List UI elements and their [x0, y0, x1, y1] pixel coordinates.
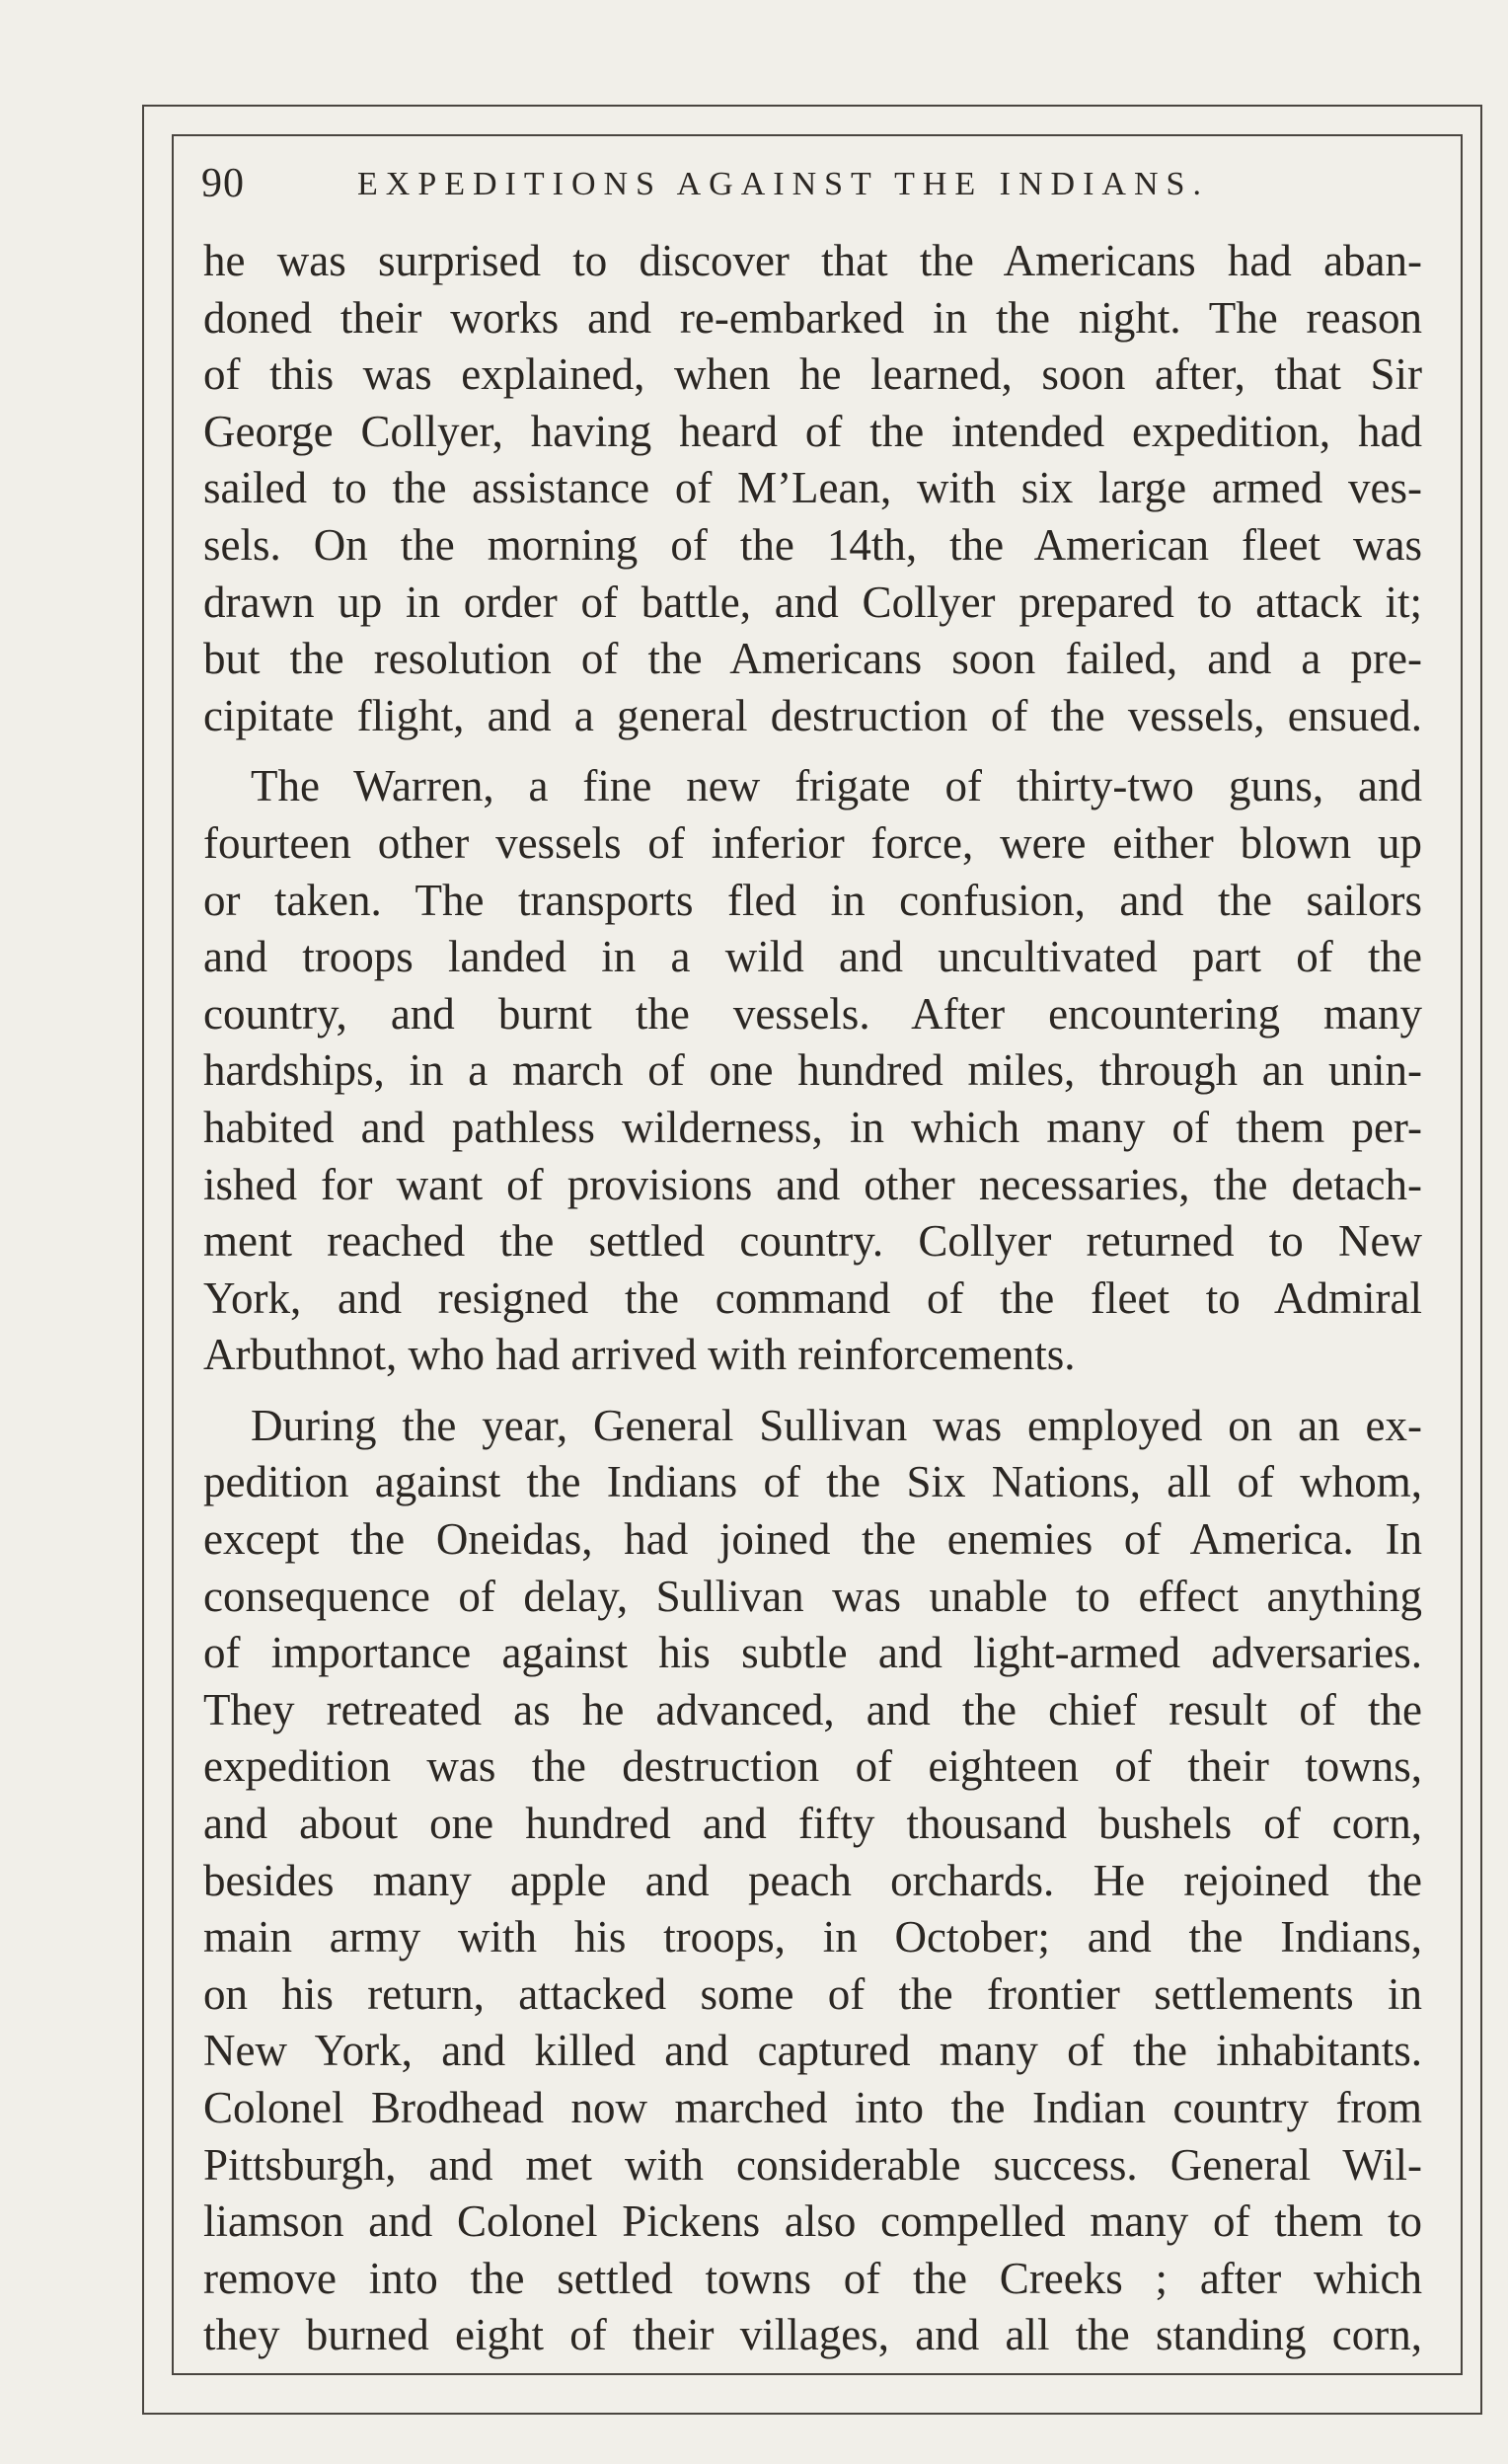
text-line: pedition against the Indians of the Six Nations, all of whom, — [203, 1457, 1422, 1507]
paragraph-3 — [203, 1398, 1422, 2364]
text-line: York, and resigned the command of the fleet to Admiral — [203, 1272, 1422, 1323]
text-line: ished for want of provisions and other necessaries, the detach- — [203, 1159, 1422, 1209]
text-line: liamson and Colonel Pickens also compelled many of them to — [203, 2196, 1422, 2247]
text-line: expedition was the destruction of eighteen of their towns, — [203, 1741, 1422, 1792]
page-number: 90 — [201, 161, 245, 206]
page-header — [201, 160, 1445, 205]
text-line: During the year, General Sullivan was employed on an ex- — [251, 1400, 1422, 1450]
text-line: and about one hundred and fifty thousand bushels of corn, — [203, 1799, 1422, 1849]
text-line: besides many apple and peach orchards. He rejoined the — [203, 1855, 1422, 1905]
text-line: They retreated as he advanced, and the chief result of the — [203, 1684, 1422, 1734]
text-line: habited and pathless wilderness, in which many of them per- — [203, 1102, 1422, 1152]
text-line: they burned eight of their villages, and all the standing corn, — [203, 2310, 1422, 2360]
text-line: New York, and killed and captured many of the inhabitants. — [203, 2026, 1422, 2076]
text-line: of importance against his subtle and light-armed adversaries. — [203, 1628, 1422, 1678]
text-line: fourteen other vessels of inferior force, were either blown up — [203, 817, 1422, 868]
text-line: sels. On the morning of the 14th, the American fleet was — [203, 519, 1422, 570]
text-line: hardships, in a march of one hundred miles, through an unin- — [203, 1045, 1422, 1096]
text-line: remove into the settled towns of the Creeks ; after which — [203, 2253, 1422, 2303]
paragraph-2 — [203, 758, 1422, 1384]
text-line: and troops landed in a wild and uncultivated part of the — [203, 932, 1422, 982]
paragraph-gap — [203, 744, 1422, 758]
text-line: sailed to the assistance of M’Lean, with six large armed ves- — [203, 463, 1422, 513]
text-line: George Collyer, having heard of the intended expedition, had — [203, 406, 1422, 456]
text-line: Arbuthnot, who had arrived with reinforcements. — [203, 1330, 1076, 1380]
text-line: but the resolution of the Americans soon failed, and a pre- — [203, 634, 1422, 684]
text-line: except the Oneidas, had joined the enemies of America. In — [203, 1514, 1422, 1565]
text-line: of this was explained, when he learned, soon after, that Sir — [203, 349, 1422, 400]
text-line: or taken. The transports fled in confusion, and the sailors — [203, 875, 1422, 925]
text-line: cipitate flight, and a general destruction of the vessels, ensued. — [203, 690, 1422, 740]
text-line: ment reached the settled country. Collyer returned to New — [203, 1216, 1422, 1267]
paragraph-gap — [203, 1384, 1422, 1398]
text-line: Colonel Brodhead now marched into the Indian country from — [203, 2083, 1422, 2132]
paragraph-1 — [203, 233, 1422, 744]
text-line: country, and burnt the vessels. After encountering many — [203, 988, 1422, 1039]
text-line: main army with his troops, in October; and the Indians, — [203, 1912, 1422, 1963]
text-line: drawn up in order of battle, and Collyer prepared to attack it; — [203, 577, 1422, 627]
text-line: doned their works and re-embarked in the night. The reason — [203, 292, 1422, 343]
running-title: EXPEDITIONS AGAINST THE INDIANS. — [357, 166, 1209, 202]
body-text — [203, 233, 1422, 2364]
text-line: consequence of delay, Sullivan was unable to effect anything — [203, 1571, 1422, 1621]
text-line: on his return, attacked some of the frontier settlements in — [203, 1968, 1422, 2019]
text-line: he was surprised to discover that the Americans had aban- — [203, 236, 1422, 285]
text-line: The Warren, a fine new frigate of thirty-two guns, and — [251, 761, 1422, 811]
text-line: Pittsburgh, and met with considerable success. General Wil- — [203, 2139, 1422, 2190]
